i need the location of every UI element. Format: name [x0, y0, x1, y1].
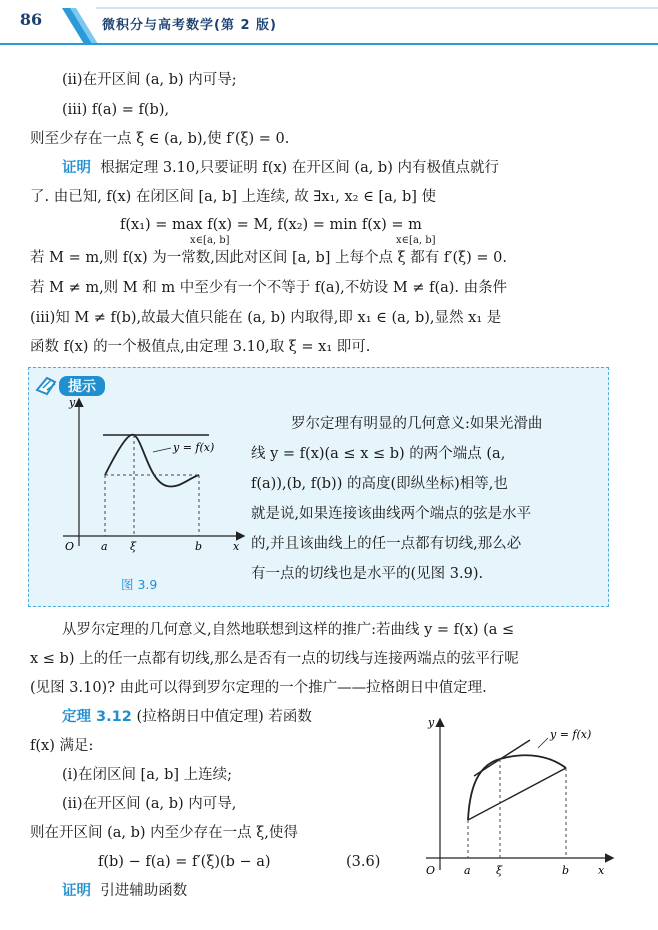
- tip-line-5: 的,并且该曲线上的任一点都有切线,那么必: [251, 536, 522, 552]
- after-line-2: x ≤ b) 上的任一点都有切线,那么是否有一点的切线与连接两端点的弦平行呢: [30, 651, 519, 667]
- proof-line-6: 函数 f(x) 的一个极值点,由定理 3.10,取 ξ = x₁ 即可.: [30, 339, 371, 355]
- proof-line-4: 若 M ≠ m,则 M 和 m 中至少有一个不等于 f(a),不妨设 M ≠ f(a). 由条件: [30, 280, 508, 296]
- proof-line-3: 若 M = m,则 f(x) 为一常数,因此对区间 [a, b] 上每个点 ξ 都有 f′(ξ) = 0.: [30, 250, 508, 266]
- x-label-2: x: [598, 864, 605, 877]
- curve-label: y = f(x): [173, 441, 215, 454]
- b-label-2: b: [562, 864, 570, 877]
- after-line-1: 从罗尔定理的几何意义,自然地联想到这样的推广:若曲线 y = f(x) (a ≤: [62, 622, 515, 638]
- theorem-text: (拉格朗日中值定理) 若函数: [136, 709, 312, 725]
- tip-line-1: 罗尔定理有明显的几何意义:如果光滑曲: [291, 416, 543, 432]
- x-label: x: [233, 540, 240, 553]
- proof-paragraph-1: [62, 158, 499, 178]
- page-number: 86: [19, 10, 43, 29]
- proof-line-2: 了. 由已知, f(x) 在闭区间 [a, b] 上连续, 故 ∃x₁, x₂ ∈ [a, b] 使: [30, 189, 436, 205]
- proof-line-1: 根据定理 3.10,只要证明 f(x) 在开区间 (a, b) 内有极值点就行: [100, 160, 499, 176]
- tip-box: [28, 367, 609, 607]
- header-decoration: [0, 0, 658, 46]
- y-label: y: [69, 396, 76, 409]
- conclusion: 则至少存在一点 ξ ∈ (a, b),使 f′(ξ) = 0.: [30, 131, 290, 147]
- a-label: a: [101, 540, 108, 553]
- curve-leader: [153, 448, 171, 452]
- equation-number: (3.6): [346, 854, 381, 870]
- xi-label-2: ξ: [496, 864, 503, 877]
- tip-line-6: 有一点的切线也是水平的(见图 3.9).: [251, 566, 484, 582]
- max-min-formula: f(x₁) = max f(x) = M, f(x₂) = min f(x) = m: [120, 217, 422, 233]
- figure-3-9: [43, 392, 253, 570]
- theorem-line-2: (ⅰ)在闭区间 [a, b] 上连续;: [62, 767, 233, 783]
- min-subscript: x∈[a, b]: [396, 235, 436, 246]
- condition-3: (ⅲ) f(a) = f(b),: [62, 102, 170, 118]
- xi-label: ξ: [130, 540, 137, 553]
- lagrange-equation: f(b) − f(a) = f′(ξ)(b − a): [98, 854, 271, 870]
- page-header: [0, 0, 658, 46]
- tip-line-4: 就是说,如果连接该曲线两个端点的弦是水平: [251, 506, 532, 522]
- max-subscript: x∈[a, b]: [190, 235, 230, 246]
- theorem-label: 定理 3.12: [62, 709, 132, 725]
- a-label-2: a: [464, 864, 471, 877]
- theorem-line-4: 则在开区间 (a, b) 内至少存在一点 ξ,使得: [30, 825, 298, 841]
- theorem-line-1: f(x) 满足:: [30, 738, 94, 754]
- proof-label: 证明: [62, 160, 91, 176]
- origin-label: O: [65, 540, 75, 553]
- proof-label-2: 证明: [62, 883, 91, 899]
- figure-3-9-caption: 图 3.9: [121, 577, 158, 592]
- origin-label-2: O: [426, 864, 436, 877]
- after-line-3: (见图 3.10)? 由此可以得到罗尔定理的一个推广——拉格朗日中值定理.: [30, 680, 487, 696]
- parallel-tangent: [474, 740, 530, 776]
- y-label-2: y: [428, 716, 435, 729]
- curve-f-2: [468, 755, 566, 820]
- secant-chord: [468, 768, 566, 820]
- curve-label-2: y = f(x): [550, 728, 592, 741]
- figure-3-10: [420, 710, 620, 890]
- tip-line-2: 线 y = f(x)(a ≤ x ≤ b) 的两个端点 (a,: [251, 446, 506, 462]
- b-label: b: [195, 540, 203, 553]
- tip-badge-label: 提示: [68, 379, 96, 395]
- theorem-line-3: (ⅱ)在开区间 (a, b) 内可导,: [62, 796, 237, 812]
- proof-line-5: (ⅲ)知 M ≠ f(b),故最大值只能在 (a, b) 内取得,即 x₁ ∈ (a, b),显然 x₁ 是: [30, 310, 502, 326]
- theorem-heading: [62, 707, 312, 727]
- curve-leader-2: [538, 738, 548, 748]
- condition-2: (ⅱ)在开区间 (a, b) 内可导;: [62, 72, 237, 88]
- book-title: 微积分与高考数学(第 2 版): [102, 18, 277, 33]
- proof-start: [62, 881, 187, 901]
- tip-line-3: f(a)),(b, f(b)) 的高度(即纵坐标)相等,也: [251, 476, 508, 492]
- proof-start-text: 引进辅助函数: [100, 883, 188, 899]
